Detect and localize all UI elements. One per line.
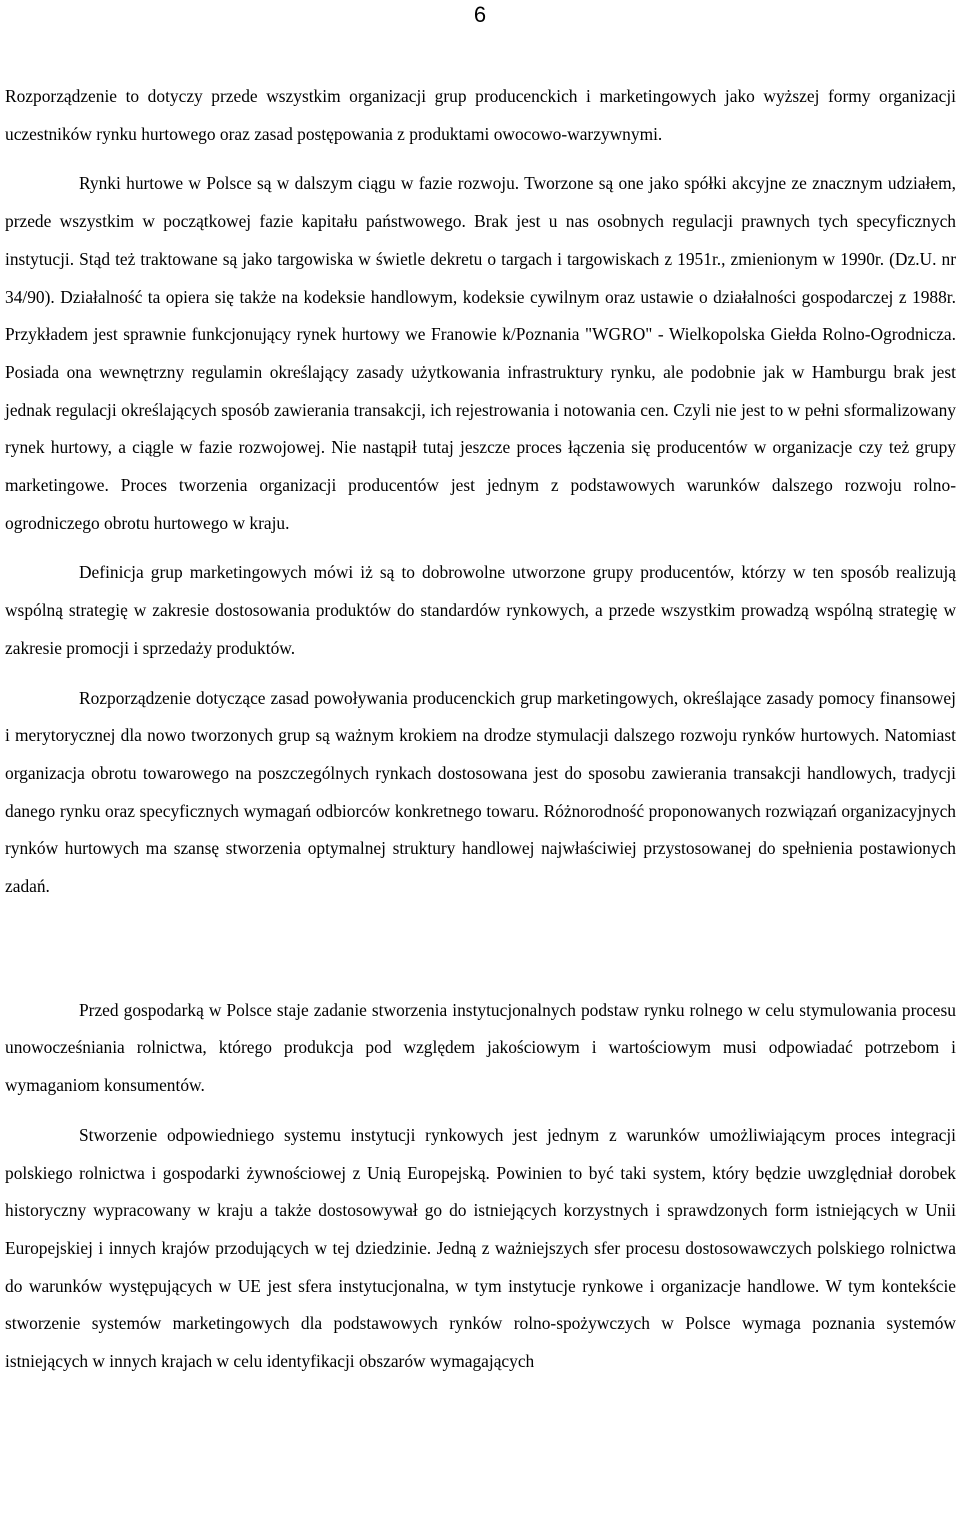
paragraph-spacer <box>5 906 956 992</box>
paragraph-spacer <box>5 668 956 680</box>
document-body <box>5 78 956 1381</box>
paragraph-spacer <box>5 1105 956 1117</box>
paragraph-spacer <box>5 153 956 165</box>
page-number: 6 <box>473 2 487 27</box>
paragraph-3: Definicja grup marketingowych mówi iż są to dobrowolne utworzone grupy producentów, którzy w ten sposób realizują wspólną strategię w zakresie dostosowania produktów do standardów rynkowych, a przede wszystkim prowadzą wspólną strategię w zakresie promocji i sprzedaży produktów. <box>5 562 956 658</box>
paragraph-4: Rozporządzenie dotyczące zasad powoływania producenckich grup marketingowych, określające zasady pomocy finansowej i merytorycznej dla nowo tworzonych grup są ważnym krokiem na drodze stymulacji dalszego rozwoju rynków hurtowych. Natomiast organizacja obrotu towarowego na poszczególnych rynkach dostosowana jest do sposobu zawierania transakcji handlowych, tradycji danego rynku oraz specyficznych wymagań odbiorców konkretnego towaru. Różnorodność proponowanych rozwiązań organizacyjnych rynków hurtowych ma szansę stworzenia optymalnej struktury handlowej najwłaściwiej przystosowanej do spełnienia postawionych zadań. <box>5 687 956 897</box>
paragraph-spacer <box>5 542 956 554</box>
paragraph-1: Rozporządzenie to dotyczy przede wszystkim organizacji grup producenckich i marketingowych jako wyższej formy organizacji uczestników rynku hurtowego oraz zasad postępowania z produktami owocowo-warzywnymi. <box>5 86 956 144</box>
paragraph-6: Stworzenie odpowiedniego systemu instytucji rynkowych jest jednym z warunków umożliwiającym proces integracji polskiego rolnictwa i gospodarki żywnościowej z Unią Europejską. Powinien to być taki system, który będzie uwzględniał dorobek historyczny wypracowany w kraju a także dostosowywał go do istniejących korzystnych i sprawdzonych form istniejących w Unii Europejskiej i innych krajów przodujących w tej dziedzinie. Jedną z ważniejszych sfer procesu dostosowawczych polskiego rolnictwa do warunków występujących w UE jest sfera instytucjonalna, w tym instytucje rynkowe i organizacje handlowe. W tym kontekście stworzenie systemów marketingowych dla podstawowych rynków rolno-spożywczych w Polsce wymaga poznania systemów istniejących w innych krajach w celu identyfikacji obszarów wymagających <box>5 1124 956 1372</box>
paragraph-2: Rynki hurtowe w Polsce są w dalszym ciągu w fazie rozwoju. Tworzone są one jako spółki akcyjne ze znacznym udziałem, przede wszystkim w początkowej fazie kapitału państwowego. Brak jest u nas osobnych regulacji prawnych tych specyficznych instytucji. Stąd też traktowane są jako targowiska w świetle dekretu o targach i targowiskach z 1951r., zmienionym w 1990r. (Dz.U. nr 34/90). Działalność ta opiera się także na kodeksie handlowym, kodeksie cywilnym oraz ustawie o działalności gospodarczej z 1988r. Przykładem jest sprawnie funkcjonujący rynek hurtowy we Franowie k/Poznania "WGRO" - Wielkopolska Giełda Rolno-Ogrodnicza. Posiada ona wewnętrzny regulamin określający zasady użytkowania infrastruktury rynku, ale podobnie jak w Hamburgu brak jest jednak regulacji określających sposób zawierania transakcji, ich rejestrowania i notowania cen. Czyli nie jest to w pełni sformalizowany rynek hurtowy, a ciągle w fazie rozwojowej. Nie nastąpił tutaj jeszcze proces łączenia się producentów w organizacje czy też grupy marketingowe. Proces tworzenia organizacji producentów jest jednym z podstawowych warunków dalszego rozwoju rolno-ogrodniczego obrotu hurtowego w kraju. <box>5 173 956 533</box>
paragraph-5: Przed gospodarką w Polsce staje zadanie stworzenia instytucjonalnych podstaw rynku rolnego w celu stymulowania procesu unowocześniania rolnictwa, którego produkcja pod względem jakościowym i wartościowym musi odpowiadać potrzebom i wymaganiom konsumentów. <box>5 999 956 1096</box>
